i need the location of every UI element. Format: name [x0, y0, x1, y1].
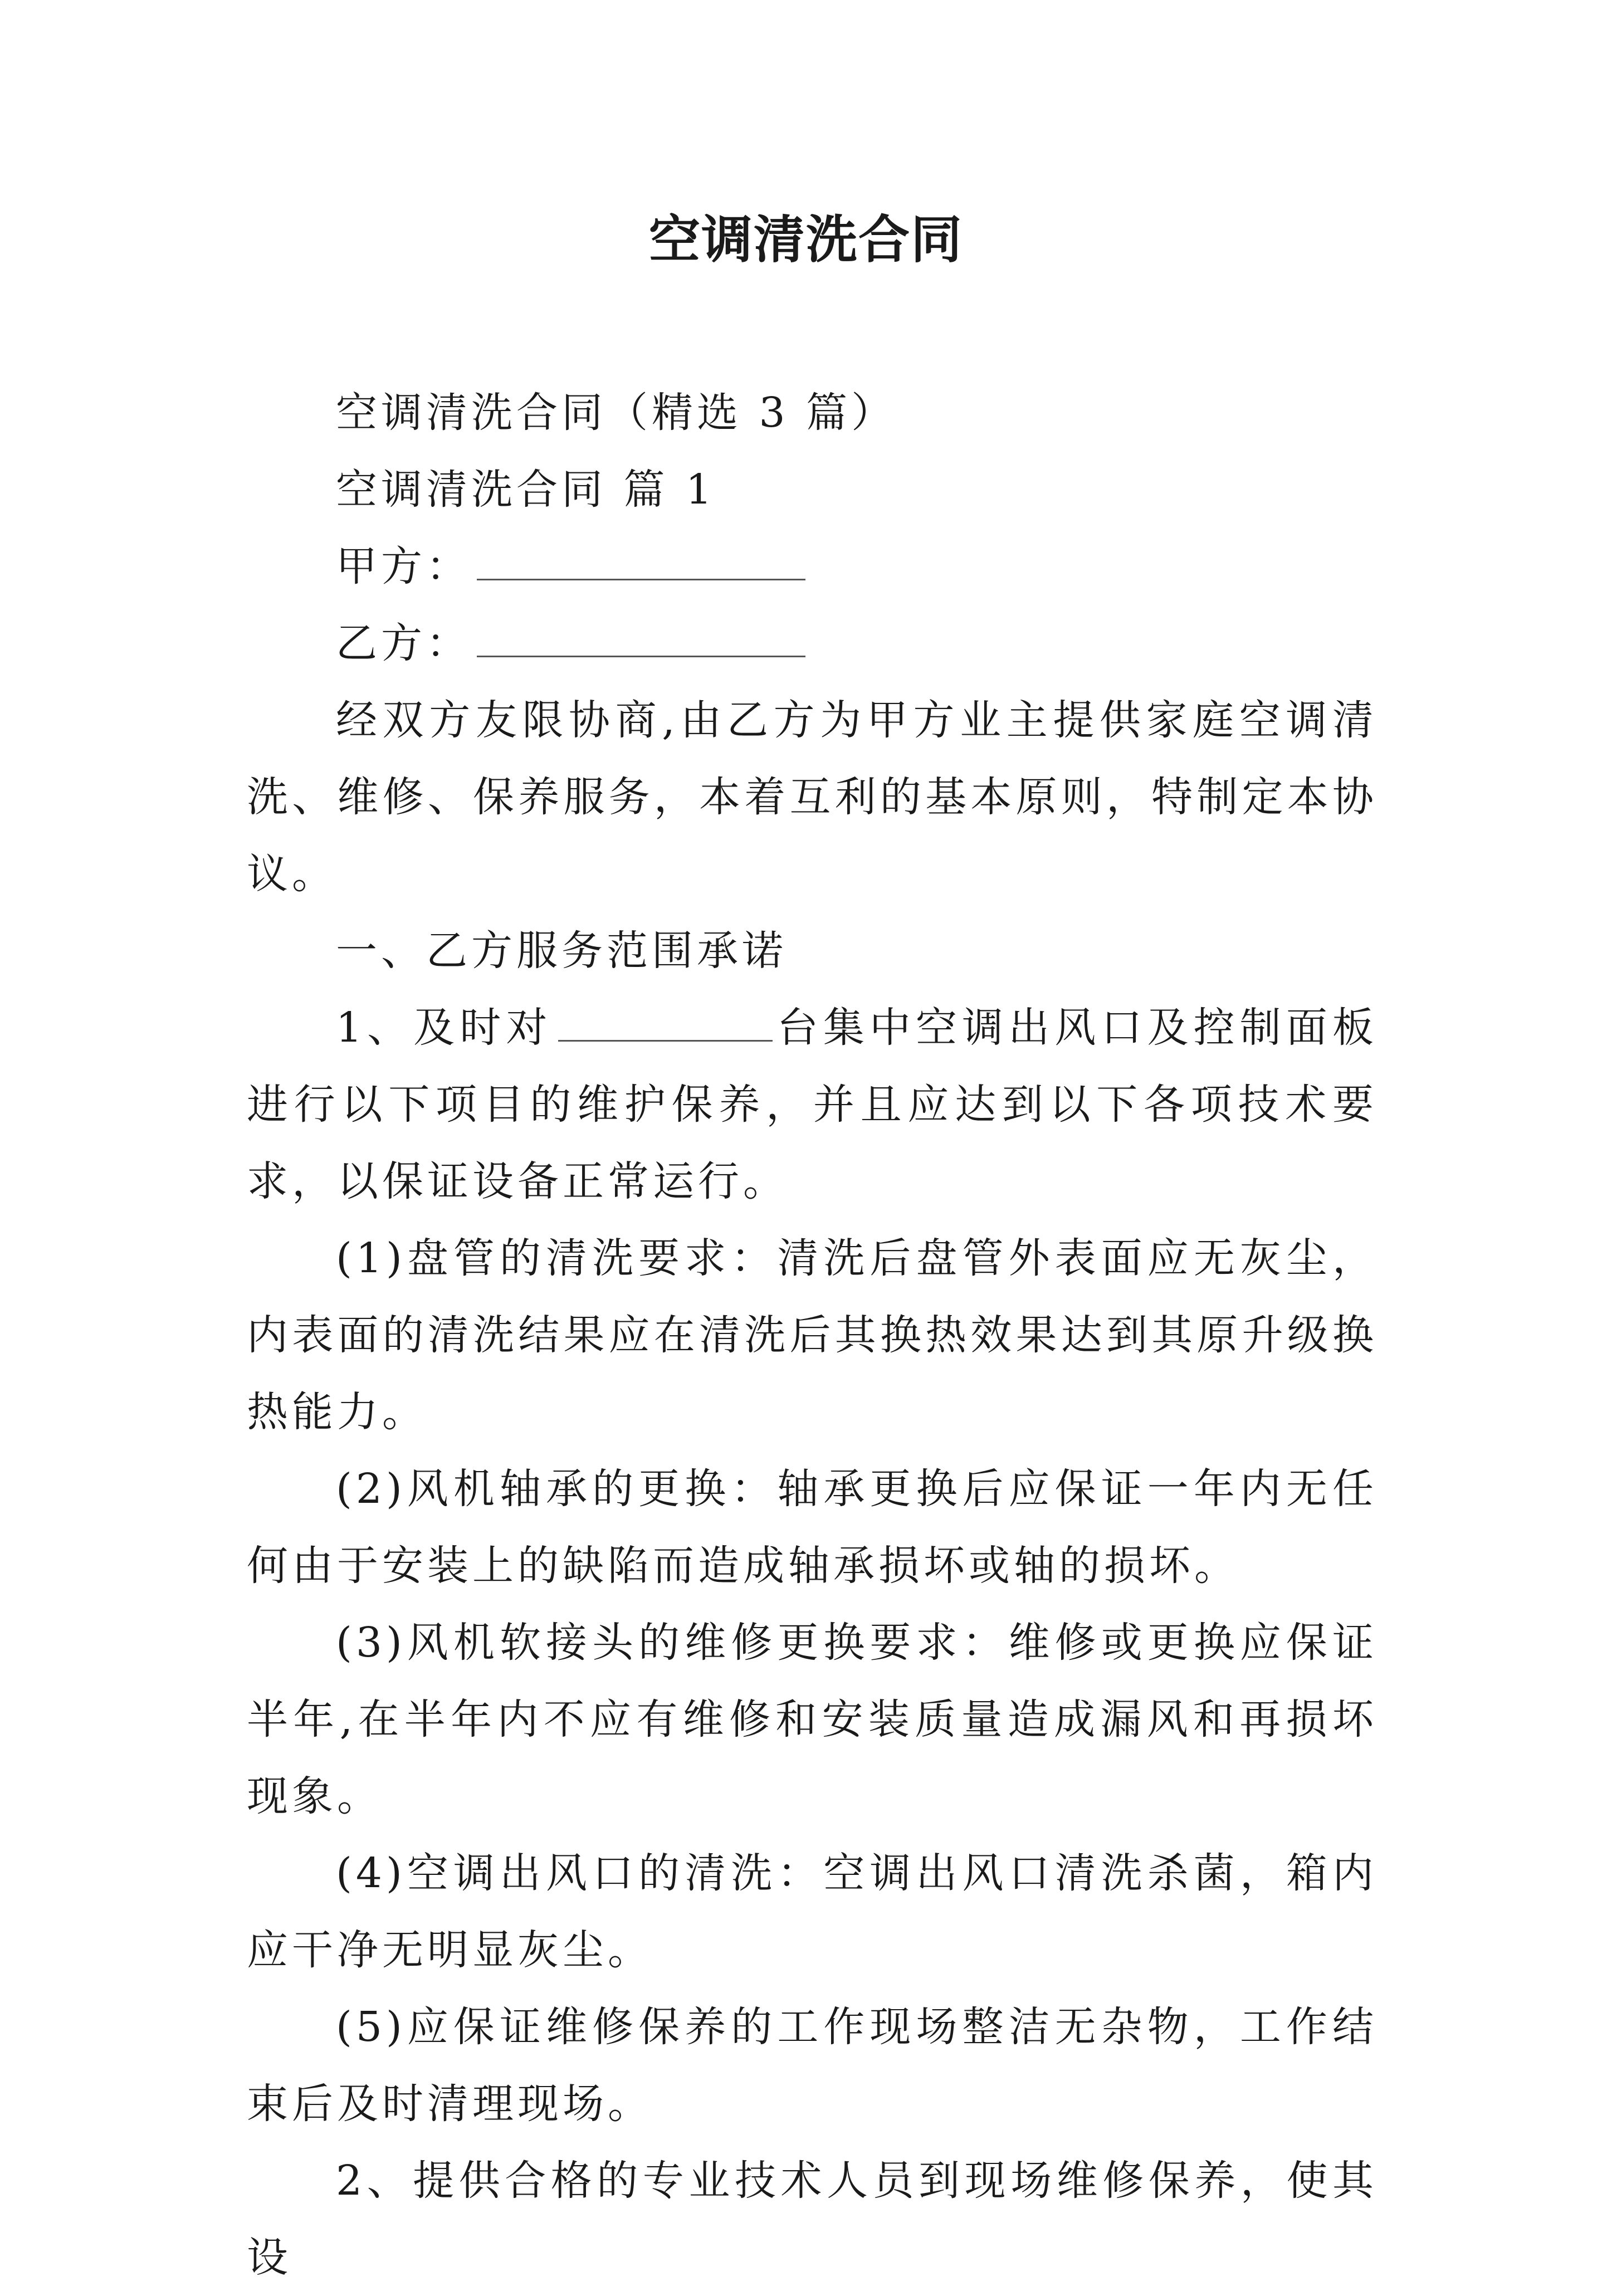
paragraph-subitem-3: (3)风机软接头的维修更换要求：维修或更换应保证半年,在半年内不应有维修和安装质量造成漏风和再损坏现象。 — [247, 1619, 1377, 1820]
paragraph-subitem-4: (4)空调出风口的清洗：空调出风口清洗杀菌，箱内应干净无明显灰尘。 — [247, 1849, 1377, 1974]
party-b-line — [247, 605, 1377, 682]
paragraph-section-heading: 空调清洗合同 篇 1 — [336, 466, 716, 514]
item-1-before: 1、及时对 — [336, 1004, 553, 1052]
paragraph-subitem-2: (2)风机轴承的更换：轴承更换后应保证一年内无任何由于安装上的缺陷而造成轴承损坏或轴的损坏。 — [247, 1465, 1377, 1590]
party-a-blank — [477, 544, 805, 580]
paragraph-clause-heading: 一、乙方服务范围承诺 — [336, 927, 787, 975]
party-a-label: 甲方： — [336, 543, 471, 590]
document-title: 空调清洗合同 — [648, 209, 963, 270]
paragraph-preamble: 经双方友限协商,由乙方为甲方业主提供家庭空调清洗、维修、保养服务，本着互利的基本原则，特制定本协议。 — [247, 696, 1377, 898]
paragraph-item-2: 2、提供合格的专业技术人员到现场维修保养，使其设 — [247, 2157, 1377, 2282]
party-b-label: 乙方： — [336, 619, 471, 667]
party-b-blank — [477, 621, 805, 657]
paragraph-subitem-1: (1)盘管的清洗要求：清洗后盘管外表面应无灰尘，内表面的清洗结果应在清洗后其换热效果达到其原升级换热能力。 — [247, 1234, 1377, 1436]
paragraph-subtitle: 空调清洗合同（精选 3 篇） — [336, 389, 897, 437]
paragraph-item-1 — [247, 989, 1377, 1220]
item-1-after: 台集中空调出风口及控制面板进行以下项目的维护保养，并且应达到以下各项技术要求，以保证设备正常运行。 — [247, 1004, 1378, 1205]
paragraph-subitem-5: (5)应保证维修保养的工作现场整洁无杂物，工作结束后及时清理现场。 — [247, 2003, 1377, 2128]
unit-count-blank — [558, 1005, 773, 1042]
party-a-line — [247, 528, 1377, 605]
document-body — [247, 374, 1377, 2296]
